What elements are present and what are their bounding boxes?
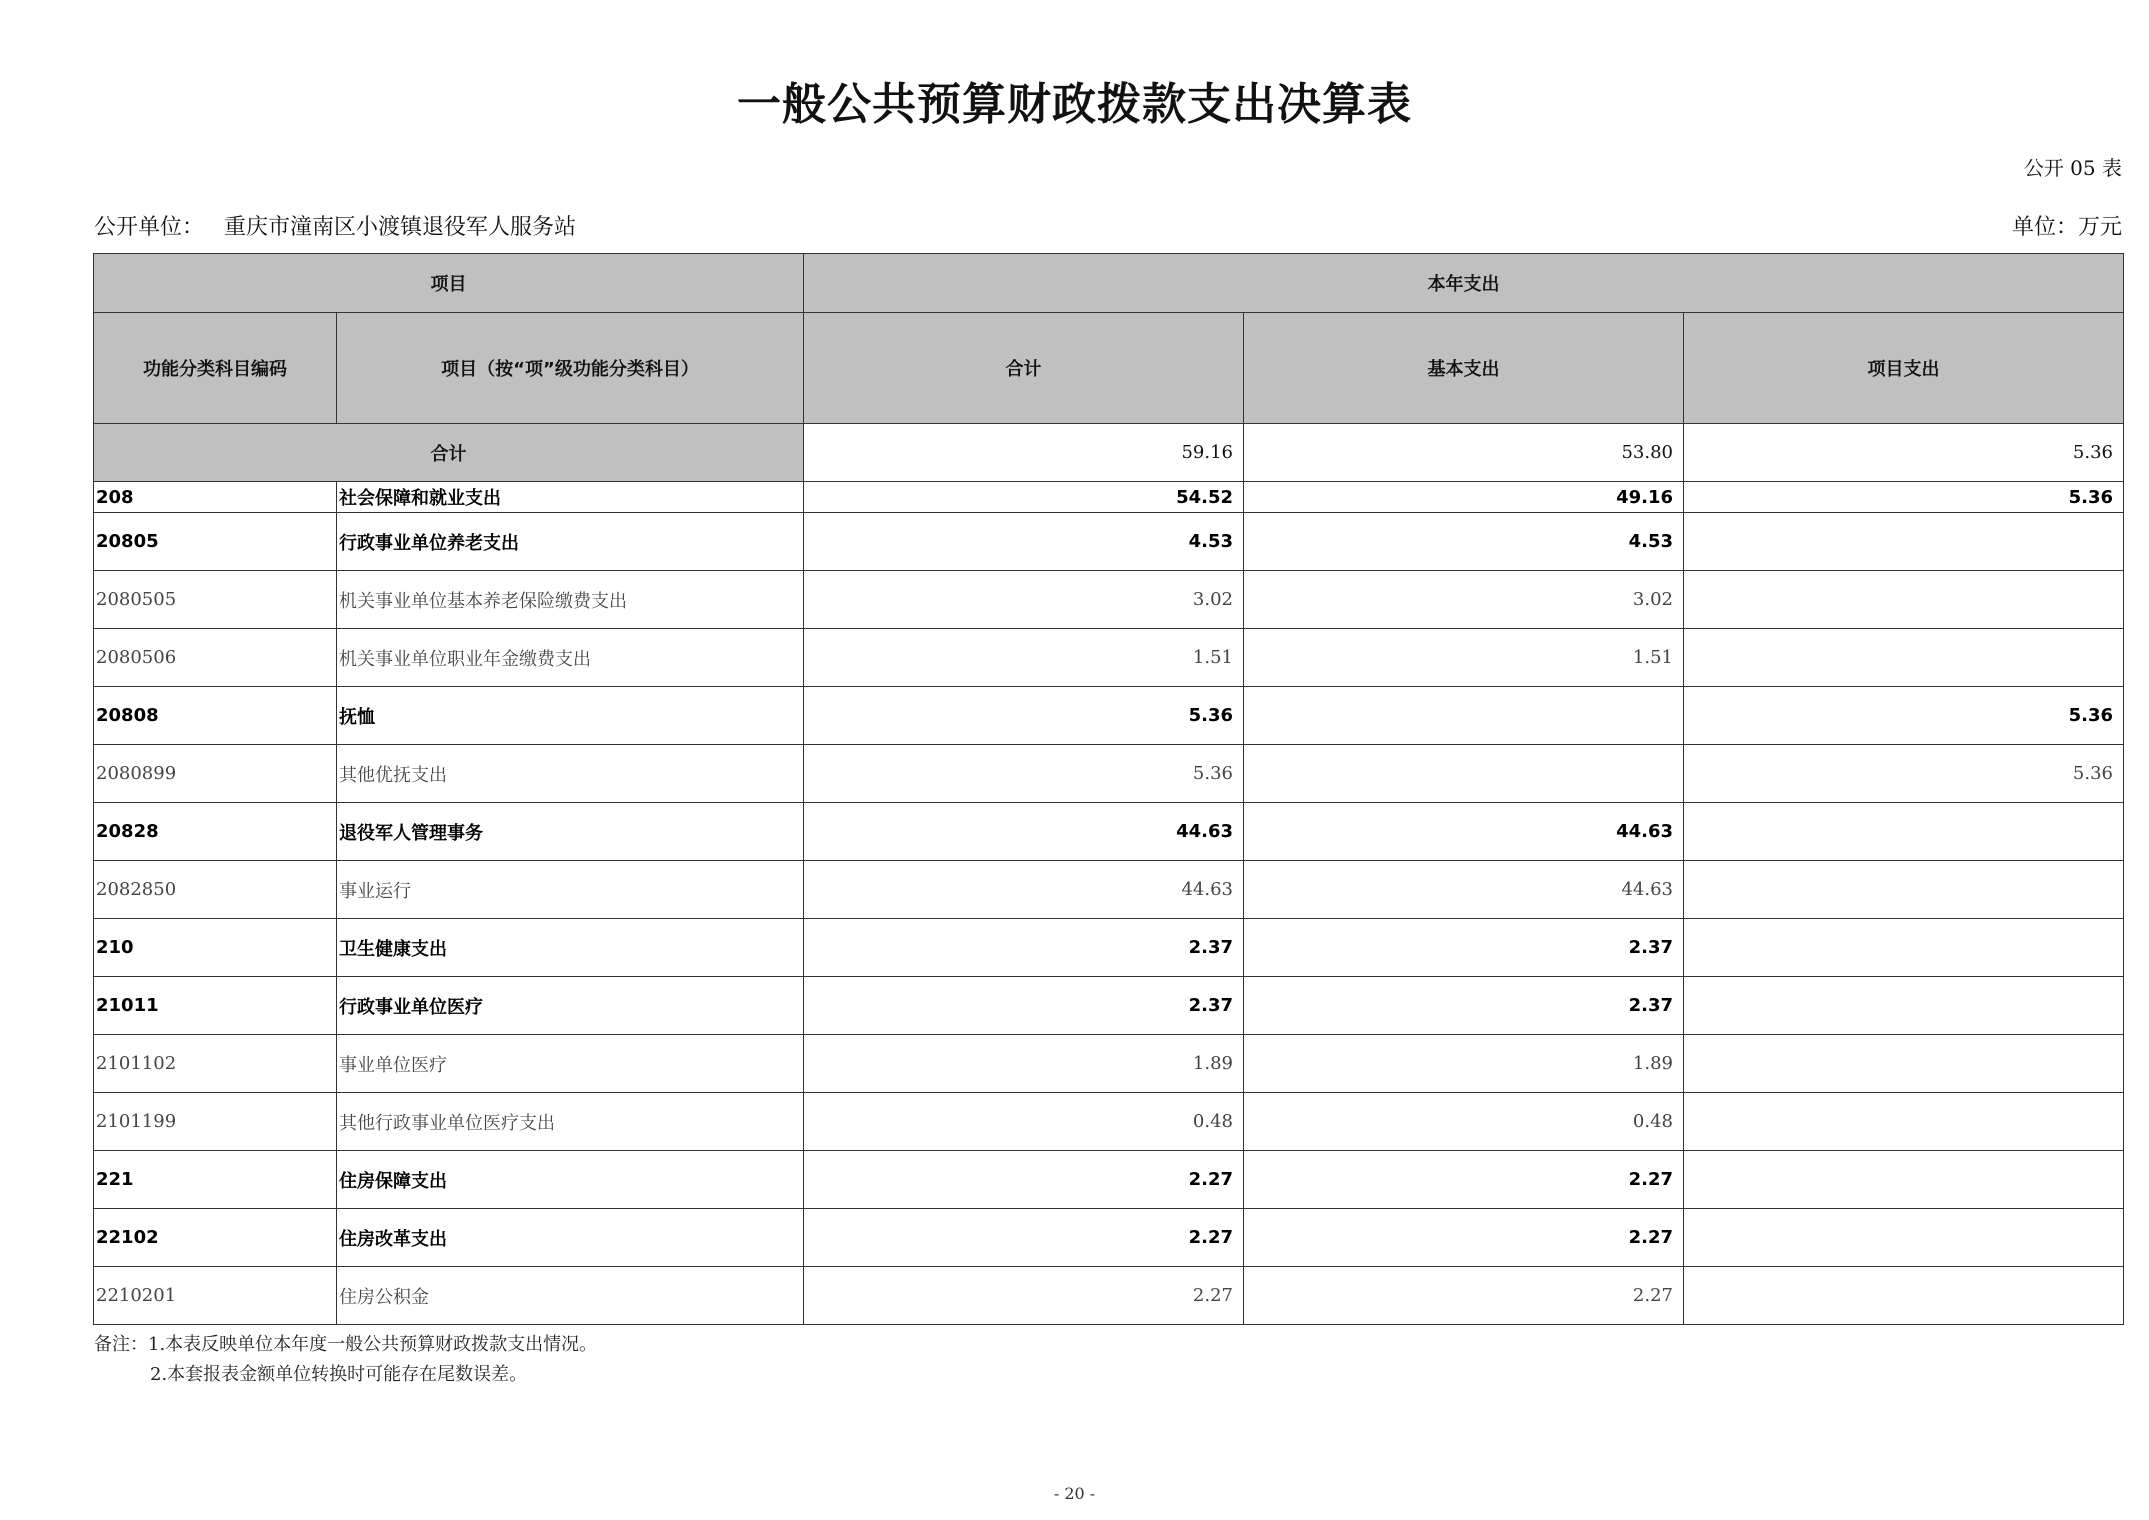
expenditure-table: [93, 253, 2124, 1325]
row-code: 2210201: [94, 1267, 337, 1325]
row-name: 机关事业单位职业年金缴费支出: [337, 629, 804, 687]
table-row: [94, 977, 2124, 1035]
col-project-header: 项目支出: [1684, 313, 2124, 424]
row-code: 2082850: [94, 861, 337, 919]
note-line-1: 备注：1.本表反映单位本年度一般公共预算财政拨款支出情况。: [94, 1334, 598, 1355]
row-basic: [1244, 687, 1684, 745]
row-total: 2.37: [804, 919, 1244, 977]
row-project: [1684, 803, 2124, 861]
table-row: [94, 1267, 2124, 1325]
reporting-unit: [94, 210, 576, 241]
note-line-2: 2.本套报表金额单位转换时可能存在尾数误差。: [150, 1364, 528, 1385]
row-total: 0.48: [804, 1093, 1244, 1151]
row-name: 住房保障支出: [337, 1151, 804, 1209]
row-project: [1684, 1035, 2124, 1093]
table-row: [94, 629, 2124, 687]
row-project: [1684, 1151, 2124, 1209]
row-total: 1.51: [804, 629, 1244, 687]
table-row: [94, 1209, 2124, 1267]
table-row: [94, 571, 2124, 629]
row-basic: 0.48: [1244, 1093, 1684, 1151]
page-number: - 20 -: [1053, 1484, 1096, 1503]
row-name: 其他优抚支出: [337, 745, 804, 803]
reporting-unit-name: 重庆市潼南区小渡镇退役军人服务站: [224, 215, 577, 240]
row-total: 44.63: [804, 803, 1244, 861]
row-name: 卫生健康支出: [337, 919, 804, 977]
total-row: [94, 424, 2124, 482]
row-code: 20808: [94, 687, 337, 745]
col-name-header: 项目（按“项”级功能分类科目）: [337, 313, 804, 424]
row-basic: 44.63: [1244, 861, 1684, 919]
row-total: 2.37: [804, 977, 1244, 1035]
row-code: 2080506: [94, 629, 337, 687]
row-name: 退役军人管理事务: [337, 803, 804, 861]
row-basic: 2.27: [1244, 1267, 1684, 1325]
row-code: 2080505: [94, 571, 337, 629]
row-code: 2101199: [94, 1093, 337, 1151]
row-basic: 1.89: [1244, 1035, 1684, 1093]
row-basic: 2.27: [1244, 1151, 1684, 1209]
row-project: 5.36: [1684, 687, 2124, 745]
table-row: [94, 1151, 2124, 1209]
row-project: [1684, 1093, 2124, 1151]
row-total: 3.02: [804, 571, 1244, 629]
table-row: [94, 513, 2124, 571]
row-code: 2101102: [94, 1035, 337, 1093]
reporting-unit-label: 公开单位：: [94, 215, 205, 240]
row-total: 2.27: [804, 1267, 1244, 1325]
row-code: 20805: [94, 513, 337, 571]
row-project: [1684, 861, 2124, 919]
notes: [94, 1330, 597, 1390]
table-row: [94, 687, 2124, 745]
total-total: 59.16: [804, 424, 1244, 482]
row-code: 2080899: [94, 745, 337, 803]
row-code: 21011: [94, 977, 337, 1035]
row-name: 行政事业单位医疗: [337, 977, 804, 1035]
row-project: [1684, 1267, 2124, 1325]
row-name: 事业运行: [337, 861, 804, 919]
row-basic: 2.27: [1244, 1209, 1684, 1267]
row-name: 事业单位医疗: [337, 1035, 804, 1093]
row-total: 2.27: [804, 1151, 1244, 1209]
row-basic: 49.16: [1244, 482, 1684, 513]
table-row: [94, 482, 2124, 513]
row-total: 5.36: [804, 745, 1244, 803]
row-basic: [1244, 745, 1684, 803]
row-project: [1684, 571, 2124, 629]
row-project: [1684, 1209, 2124, 1267]
table-row: [94, 1035, 2124, 1093]
table-row: [94, 861, 2124, 919]
row-project: 5.36: [1684, 482, 2124, 513]
table-row: [94, 745, 2124, 803]
row-name: 抚恤: [337, 687, 804, 745]
table-row: [94, 803, 2124, 861]
row-total: 5.36: [804, 687, 1244, 745]
row-basic: 3.02: [1244, 571, 1684, 629]
row-code: 20828: [94, 803, 337, 861]
row-basic: 1.51: [1244, 629, 1684, 687]
row-total: 54.52: [804, 482, 1244, 513]
row-basic: 44.63: [1244, 803, 1684, 861]
row-code: 22102: [94, 1209, 337, 1267]
form-number: 公开 05 表: [2023, 156, 2122, 180]
row-project: [1684, 513, 2124, 571]
currency-unit: 单位：万元: [2011, 215, 2122, 240]
header-project: 项目: [94, 254, 804, 313]
total-label: 合计: [94, 424, 804, 482]
row-name: 社会保障和就业支出: [337, 482, 804, 513]
row-basic: 4.53: [1244, 513, 1684, 571]
row-total: 44.63: [804, 861, 1244, 919]
table-row: [94, 919, 2124, 977]
col-code-header: 功能分类科目编码: [94, 313, 337, 424]
page-title: 一般公共预算财政拨款支出决算表: [737, 79, 1412, 130]
row-basic: 2.37: [1244, 977, 1684, 1035]
row-name: 其他行政事业单位医疗支出: [337, 1093, 804, 1151]
row-basic: 2.37: [1244, 919, 1684, 977]
row-name: 住房改革支出: [337, 1209, 804, 1267]
row-project: [1684, 629, 2124, 687]
row-code: 221: [94, 1151, 337, 1209]
row-code: 210: [94, 919, 337, 977]
row-project: [1684, 977, 2124, 1035]
row-name: 行政事业单位养老支出: [337, 513, 804, 571]
col-basic-header: 基本支出: [1244, 313, 1684, 424]
col-total-header: 合计: [804, 313, 1244, 424]
row-code: 208: [94, 482, 337, 513]
row-total: 4.53: [804, 513, 1244, 571]
table-row: [94, 1093, 2124, 1151]
row-total: 1.89: [804, 1035, 1244, 1093]
header-current-year: 本年支出: [804, 254, 2124, 313]
row-name: 机关事业单位基本养老保险缴费支出: [337, 571, 804, 629]
row-project: [1684, 919, 2124, 977]
row-name: 住房公积金: [337, 1267, 804, 1325]
total-basic: 53.80: [1244, 424, 1684, 482]
row-total: 2.27: [804, 1209, 1244, 1267]
total-project: 5.36: [1684, 424, 2124, 482]
row-project: 5.36: [1684, 745, 2124, 803]
